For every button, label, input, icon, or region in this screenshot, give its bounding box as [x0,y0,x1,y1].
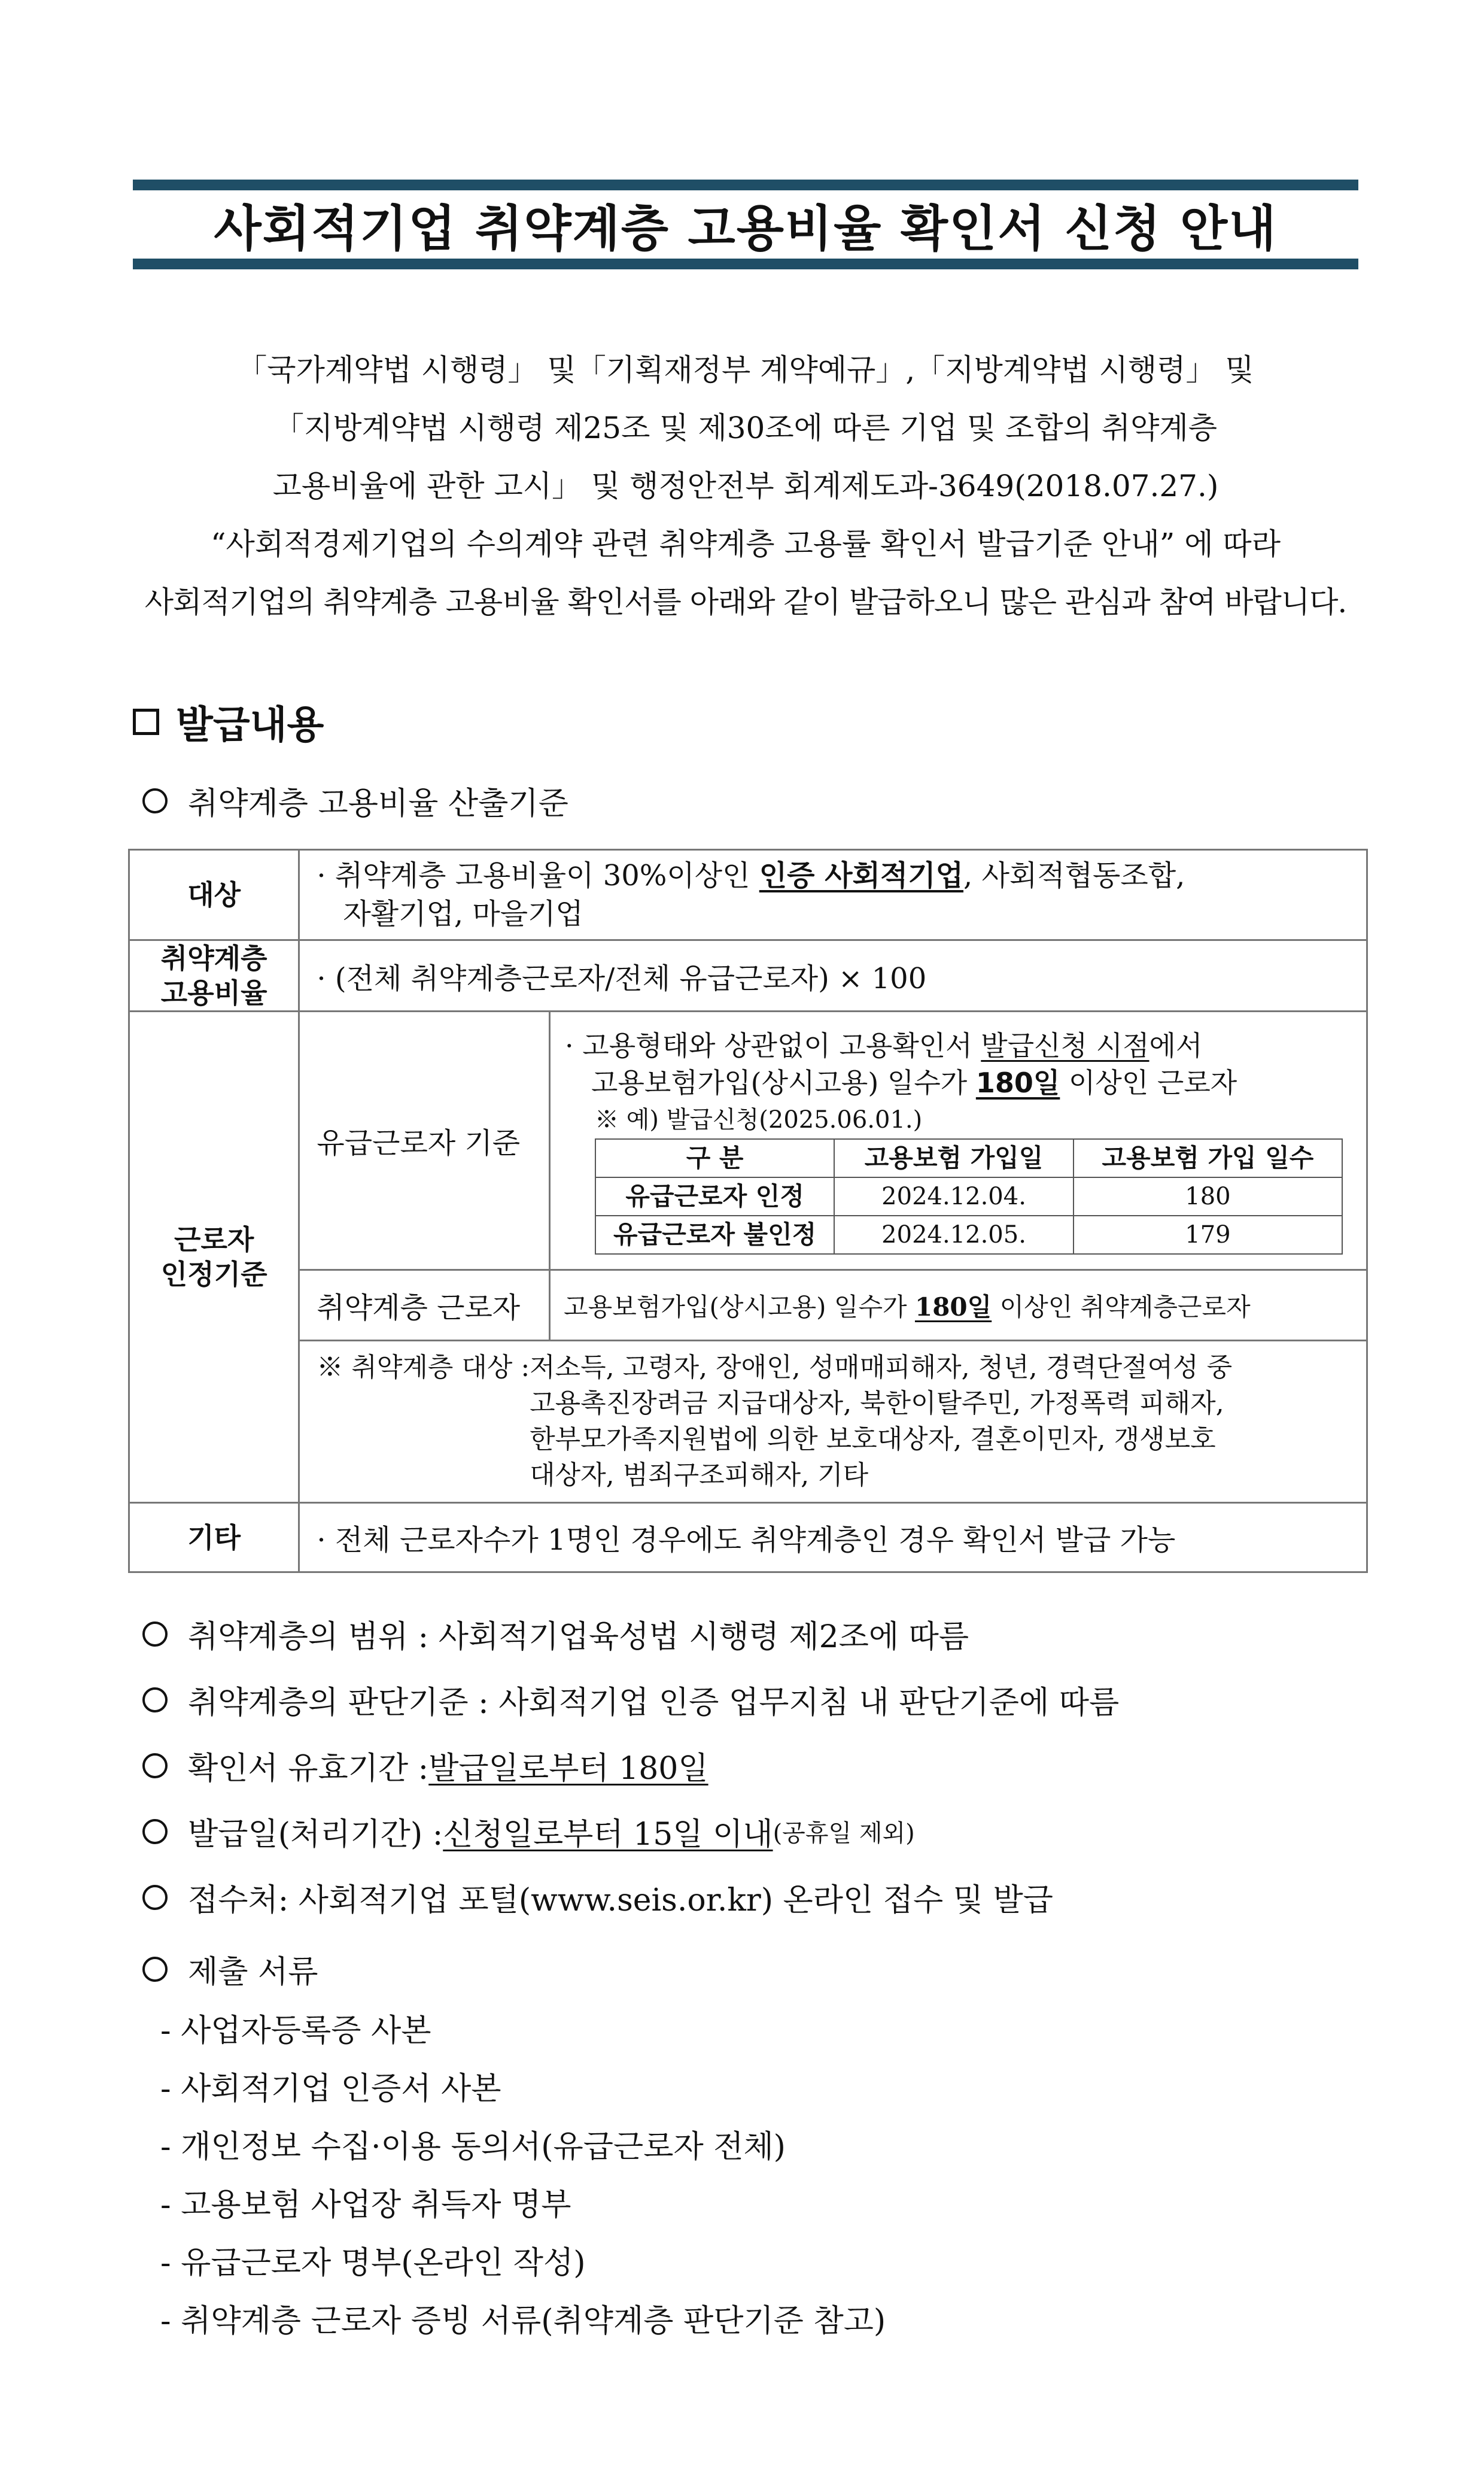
criteria-table [128,849,1368,1573]
judge-item [142,1677,1119,1722]
table-row [129,1503,1367,1572]
issue-period-item [142,1809,915,1854]
circle-bullet-icon [142,1885,168,1910]
paid-l2-pre: 고용보험가입(상시고용) 일수가 [591,1066,976,1099]
example-col-header: 구 분 [595,1139,834,1177]
document-list-item: - 사업자등록증 사본 [160,2013,431,2049]
reception-text: 접수처: 사회적기업 포털(www.seis.or.kr) 온라인 접수 및 발급 [188,1882,1053,1918]
example-cell: 2024.12.05. [834,1216,1074,1254]
example-cell: 179 [1074,1216,1342,1254]
paid-worker-label: 유급근로자 기준 [299,1012,550,1270]
document-list-item: - 사회적기업 인증서 사본 [160,2071,501,2107]
issue-note: (공휴일 제외) [773,1820,915,1847]
validity-label: 확인서 유효기간 : [188,1751,429,1787]
worker-criteria-header-line2: 인정기준 [160,1258,267,1290]
document-list-item: - 개인정보 수집·이용 동의서(유급근로자 전체) [160,2129,786,2165]
vuln-pre: 고용보험가입(상시고용) 일수가 [564,1292,915,1322]
vulnerable-note-label: ※ 취약계층 대상 : [317,1352,530,1383]
validity-value: 발급일로부터 180일 [428,1751,708,1787]
example-row-label: 유급근로자 불인정 [595,1216,834,1254]
intro-line: 「국가계약법 시행령」 및「기획재정부 계약예규」,「지방계약법 시행령」 및 [237,353,1254,387]
documents-heading-text: 제출 서류 [188,1954,318,1990]
circle-bullet-icon [142,1819,168,1844]
vulnerable-note-line: 고용촉진장려금 지급대상자, 북한이탈주민, 가정폭력 피해자, [530,1388,1224,1419]
vulnerable-worker-label: 취약계층 근로자 [299,1270,550,1341]
issue-label: 발급일(처리기간) : [188,1817,443,1853]
page-title: 사회적기업 취약계층 고용비율 확인서 신청 안내 [214,200,1278,257]
target-header: 대상 [129,850,299,940]
target-cell [299,850,1367,940]
table-row [595,1177,1342,1216]
example-col-header: 고용보험 가입일 [834,1139,1074,1177]
etc-text: · 전체 근로자수가 1명인 경우에도 취약계층인 경우 확인서 발급 가능 [299,1503,1367,1572]
intro-line: 사회적기업의 취약계층 고용비율 확인서를 아래와 같이 발급하오니 많은 관심과 참여 바랍니다. [144,585,1347,620]
target-text-emph: 인증 사회적기업 [759,859,964,892]
intro-line: “사회적경제기업의 수의계약 관련 취약계층 고용률 확인서 발급기준 안내” 에 따라 [210,527,1281,561]
example-table-header-row [595,1139,1342,1177]
section-heading-text: 발급내용 [176,703,324,748]
document-list-item: - 고용보험 사업장 취득자 명부 [160,2187,571,2223]
circle-bullet-icon [142,1753,168,1778]
reception-item [142,1875,1053,1920]
table-row [129,850,1367,940]
table-row [129,1012,1367,1270]
vuln-days: 180일 [914,1292,992,1322]
vulnerable-note-line: 대상자, 범죄구조피해자, 기타 [530,1460,869,1490]
circle-bullet-icon [142,1957,168,1982]
document-list-item: - 취약계층 근로자 증빙 서류(취약계층 판단기준 참고) [160,2303,886,2339]
paid-l1-underlined: 발급신청 시점 [981,1029,1150,1062]
example-table [595,1138,1343,1255]
table-row [129,940,1367,1012]
example-cell: 180 [1074,1177,1342,1216]
title-box [133,180,1358,269]
vulnerable-note-line: 한부모가족지원법에 의한 보호대상자, 결혼이민자, 갱생보호 [530,1424,1216,1454]
table-row [129,1341,1367,1503]
example-row-label: 유급근로자 인정 [595,1177,834,1216]
intro-paragraph [133,341,1358,631]
circle-bullet-icon [142,1621,168,1647]
circle-bullet-icon [142,1687,168,1712]
table-row [595,1216,1342,1254]
paid-l2-post: 이상인 근로자 [1060,1066,1237,1099]
square-bullet-icon [133,709,159,735]
section-heading [133,694,324,749]
paid-l1-post: 에서 [1149,1029,1203,1062]
validity-item [142,1743,708,1788]
ratio-header-line2: 고용비율 [160,977,267,1009]
vulnerable-note-line: 저소득, 고령자, 장애인, 성매매피해자, 청년, 경력단절여성 중 [530,1352,1233,1383]
paid-l1-pre: · 고용형태와 상관없이 고용확인서 [565,1029,981,1062]
worker-criteria-header [129,1012,299,1503]
judge-text: 취약계층의 판단기준 : 사회적기업 인증 업무지침 내 판단기준에 따름 [188,1685,1120,1721]
worker-criteria-header-line1: 근로자 [174,1223,254,1256]
etc-header: 기타 [129,1503,299,1572]
issue-value: 신청일로부터 15일 이내 [443,1817,773,1853]
example-col-header: 고용보험 가입 일수 [1074,1139,1342,1177]
ratio-header [129,940,299,1012]
ratio-header-line1: 취약계층 [160,942,267,974]
example-cell: 2024.12.04. [834,1177,1074,1216]
target-text-line2: 자활기업, 마을기업 [343,897,583,931]
circle-bullet-icon [142,788,168,813]
target-text-pre: · 취약계층 고용비율이 30%이상인 [317,859,759,892]
paid-worker-cell [550,1012,1367,1270]
paid-l2-days: 180일 [975,1066,1060,1099]
criteria-heading-text: 취약계층 고용비율 산출기준 [188,786,568,822]
vulnerable-note-cell [299,1341,1367,1503]
document-list-item: - 유급근로자 명부(온라인 작성) [160,2245,586,2281]
vuln-post: 이상인 취약계층근로자 [992,1292,1251,1322]
ratio-formula: · (전체 취약계층근로자/전체 유급근로자) × 100 [299,940,1367,1012]
documents-heading [142,1947,318,1991]
paid-example: ※ 예) 발급신청(2025.06.01.) [595,1106,923,1134]
intro-line: 「지방계약법 시행령 제25조 및 제30조에 따른 기업 및 조합의 취약계층 [273,411,1218,445]
table-row [129,1270,1367,1341]
scope-text: 취약계층의 범위 : 사회적기업육성법 시행령 제2조에 따름 [188,1619,969,1655]
target-text-post: , 사회적협동조합, [963,859,1185,892]
scope-item [142,1611,969,1656]
intro-line: 고용비율에 관한 고시」 및 행정안전부 회계제도과-3649(2018.07.27.) [272,469,1219,503]
vulnerable-worker-cell [550,1270,1367,1341]
criteria-heading [142,778,568,823]
